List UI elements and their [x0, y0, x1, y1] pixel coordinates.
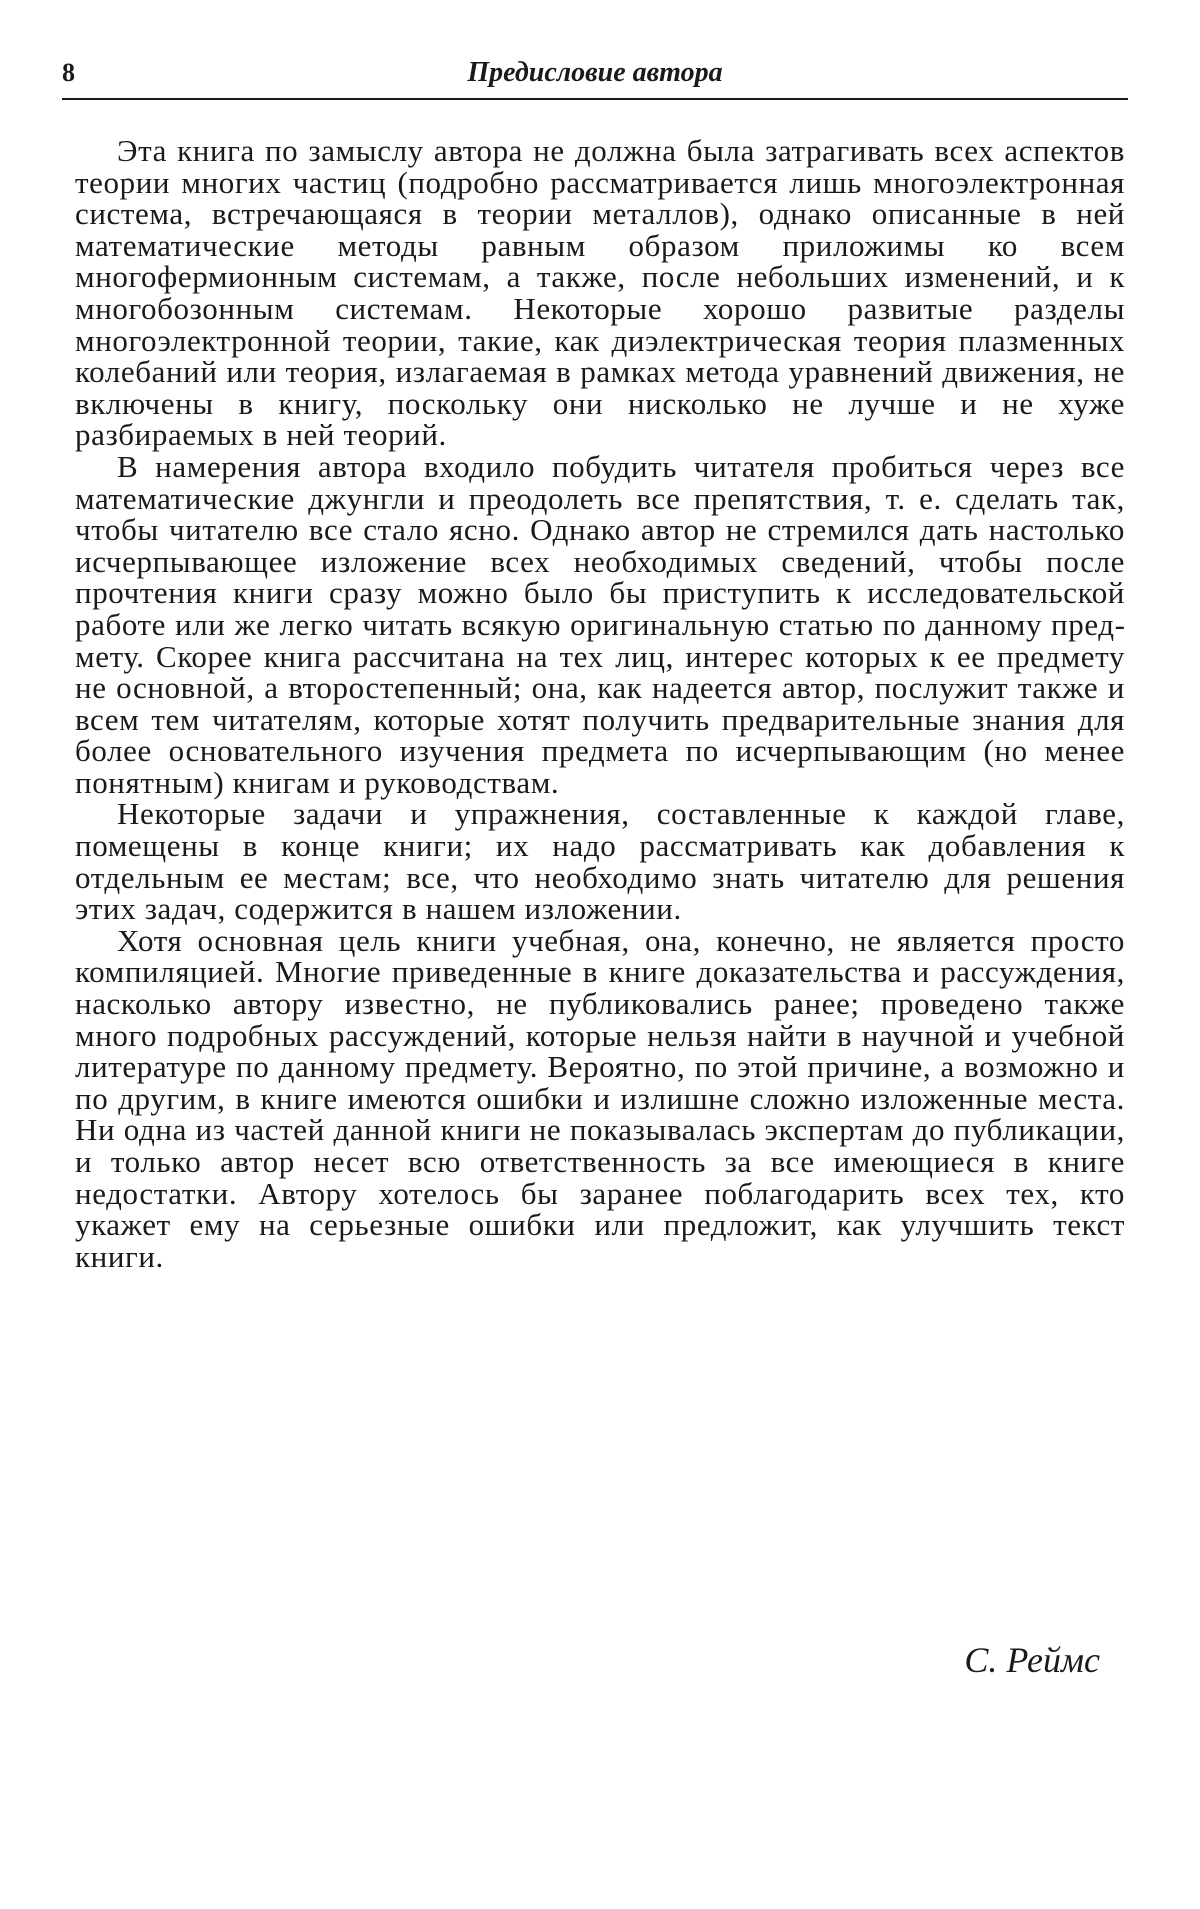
paragraph-1: Эта книга по замыслу автора не должна была затрагивать всех аспектов теории многих частиц (подробно рассматривается лишь многоэлектронная система, встречающаяся в теории металлов), однако описанные в ней математические методы равным образом приложимы ко всем многофермионным системам, а также, после небольших изменений, и к многобозонным системам. Некоторые хорошо развитые разделы многоэлектронной теории, такие, как диэлектрическая теория плазменных колебаний или теория, излагаемая в рамках метода уравнений движения, не включены в книгу, поскольку они нисколько не лучше и не хуже разбираемых в ней теорий. — [75, 133, 1125, 453]
preface-text — [75, 135, 1125, 1272]
page-number: 8 — [62, 58, 75, 87]
running-head — [62, 58, 1128, 102]
header-rule — [62, 98, 1128, 100]
paragraph-4: Хотя основная цель книги учебная, она, конечно, не является просто компиляцией. Многие приведенные в книге доказательства и рассуждения, насколько автору известно, не публиковались ранее; проведено также много подробных рассуждений, которые нельзя найти в научной и учебной литературе по данному предмету. Вероятно, по этой причине, а возможно и по другим, в книге имеются ошибки и излишне сложно изложенные места. Ни одна из частей данной книги не показывалась экспертам до публикации, и только автор несет всю ответственность за все имеющиеся в книге недостатки. Автору хотелось бы заранее поблагодарить всех тех, кто укажет ему на серьезные ошибки или предложит, как улучшить текст книги. — [75, 922, 1125, 1274]
author-signature: С. Реймс — [964, 1640, 1100, 1680]
paragraph-2: В намерения автора входило побудить читателя пробиться через все математические джунгли и преодолеть все препятствия, т. е. сделать так, чтобы читателю все стало ясно. Однако автор не стремился дать настолько исчерпывающее изложение всех необходимых сведений, чтобы после прочтения книги сразу можно было бы приступить к исследовательской работе или же легко читать всякую оригинальную статью по данному предмету. Скорее книга рассчитана на тех лиц, интерес которых к ее предмету не основной, а второстепенный; она, как надеется автор, послужит также и всем тем читателям, которые хотят получить предварительные знания для более основательного изучения предмета по исчерпывающим (но менее понятным) книгам и руководствам. — [75, 448, 1125, 800]
running-title: Предисловие автора — [467, 57, 723, 88]
paragraph-3: Некоторые задачи и упражнения, составленные к каждой главе, помещены в конце книги; их надо рассматривать как добавления к отдельным ее местам; все, что необходимо знать читателю для решения этих задач, содержится в нашем изложении. — [75, 796, 1125, 927]
